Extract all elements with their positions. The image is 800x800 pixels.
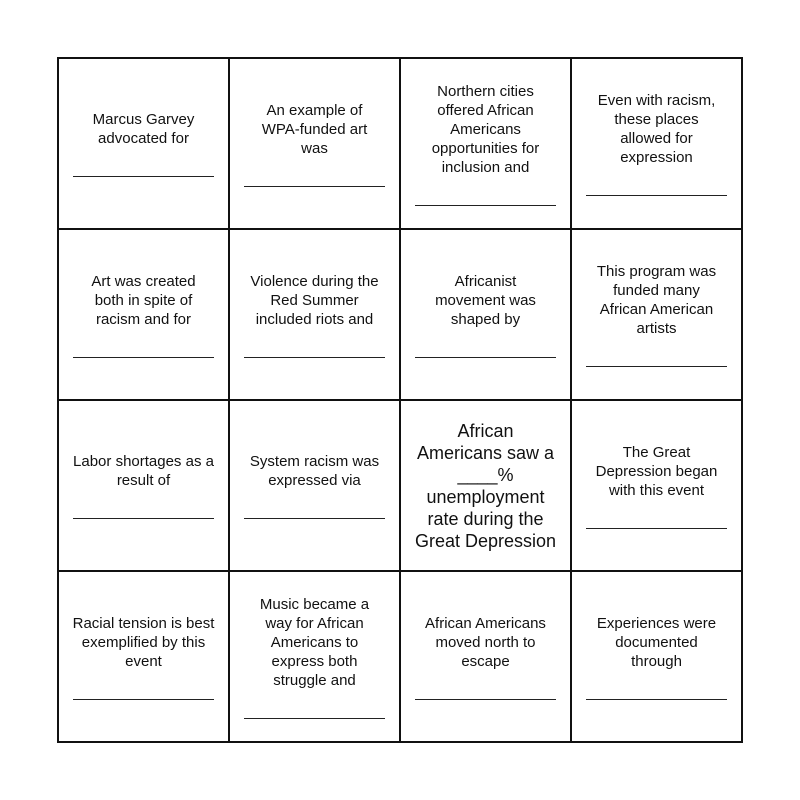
answer-blank: [73, 176, 214, 177]
cell-prompt: Violence during the Red Summer included riots and: [250, 272, 379, 328]
answer-blank: [415, 205, 556, 206]
answer-blank: [244, 186, 385, 187]
cell-prompt: Africanist movement was shaped by: [435, 272, 536, 328]
answer-blank: [415, 699, 556, 700]
answer-blank: [73, 699, 214, 700]
cell-prompt: Experiences were documented through: [596, 614, 717, 670]
bingo-cell[interactable]: [400, 229, 571, 400]
answer-blank: [73, 357, 214, 358]
bingo-cell[interactable]: [571, 400, 742, 571]
answer-blank: [244, 718, 385, 719]
answer-blank: [586, 195, 727, 196]
bingo-cell[interactable]: [400, 58, 571, 229]
bingo-cell[interactable]: [229, 229, 400, 400]
bingo-cell[interactable]: [229, 58, 400, 229]
bingo-cell[interactable]: [400, 400, 571, 571]
cell-prompt: Music became a way for African Americans to express both struggle and: [259, 595, 370, 689]
answer-blank: [415, 357, 556, 358]
bingo-cell[interactable]: [571, 58, 742, 229]
cell-prompt: Marcus Garvey advocated for: [92, 111, 195, 147]
cell-prompt: African Americans saw a ____% unemployment rate during the Great Depression: [414, 420, 557, 551]
bingo-cell[interactable]: [58, 58, 229, 229]
cell-prompt: Labor shortages as a result of: [73, 453, 214, 489]
answer-blank: [586, 699, 727, 700]
cell-prompt: Art was created both in spite of racism and for: [91, 272, 196, 328]
answer-blank: [244, 518, 385, 519]
bingo-cell[interactable]: [229, 400, 400, 571]
cell-prompt: The Great Depression began with this event: [595, 443, 718, 499]
cell-prompt: This program was funded many African American artists: [596, 263, 717, 337]
bingo-board: [57, 57, 743, 743]
cell-prompt: Racial tension is best exemplified by this event: [72, 614, 215, 670]
bingo-cell[interactable]: [229, 571, 400, 742]
bingo-cell[interactable]: [58, 229, 229, 400]
cell-prompt: African Americans moved north to escape: [425, 614, 546, 670]
answer-blank: [586, 528, 727, 529]
cell-prompt: Northern cities offered African Americans opportunities for inclusion and: [431, 82, 540, 176]
bingo-cell[interactable]: [571, 229, 742, 400]
bingo-cell[interactable]: [58, 571, 229, 742]
cell-prompt: System racism was expressed via: [249, 453, 380, 489]
answer-blank: [73, 518, 214, 519]
answer-blank: [244, 357, 385, 358]
bingo-cell[interactable]: [58, 400, 229, 571]
cell-prompt: An example of WPA-funded art was: [261, 101, 368, 157]
answer-blank: [586, 366, 727, 367]
bingo-cell[interactable]: [571, 571, 742, 742]
cell-prompt: Even with racism, these places allowed for expression: [597, 92, 716, 166]
bingo-cell[interactable]: [400, 571, 571, 742]
